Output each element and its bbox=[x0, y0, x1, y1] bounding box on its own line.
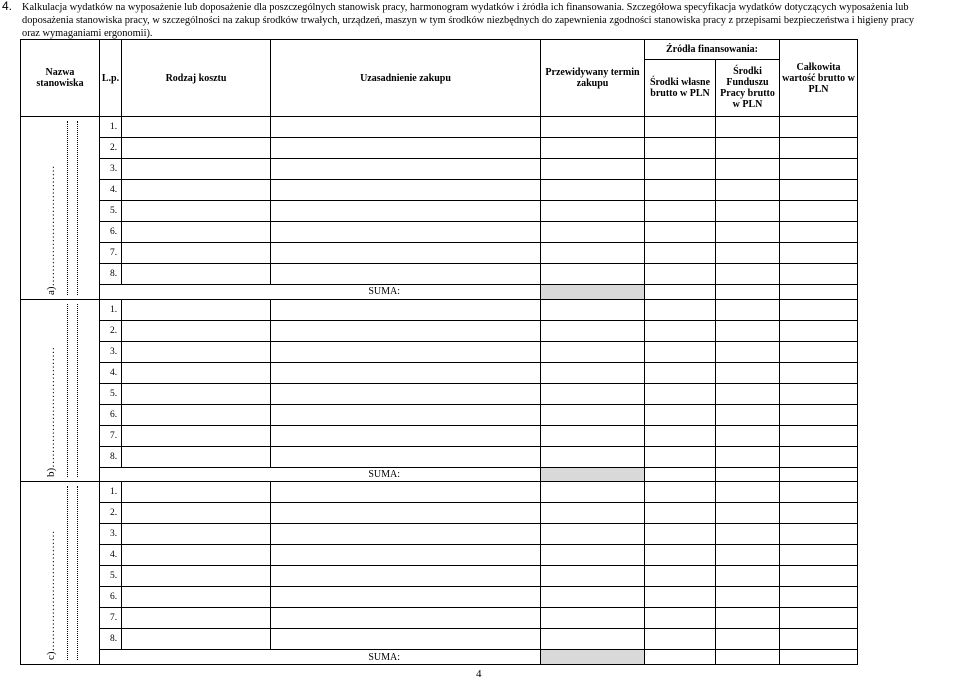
purchase-date-cell[interactable] bbox=[541, 482, 645, 503]
table-row bbox=[21, 320, 858, 341]
sum-labor-fund-cell[interactable] bbox=[716, 467, 780, 481]
own-funds-cell[interactable] bbox=[645, 138, 716, 159]
total-cell[interactable] bbox=[780, 404, 858, 425]
cost-type-cell[interactable] bbox=[122, 524, 271, 545]
page-number: 4 bbox=[476, 668, 482, 680]
row-number: 8. bbox=[100, 264, 122, 285]
row-number: 5. bbox=[100, 201, 122, 222]
total-cell[interactable] bbox=[780, 446, 858, 467]
sum-row bbox=[21, 285, 858, 299]
total-cell[interactable] bbox=[780, 503, 858, 524]
station-name-cell[interactable] bbox=[21, 299, 100, 482]
sum-label: SUMA: bbox=[100, 650, 541, 664]
total-cell[interactable] bbox=[780, 222, 858, 243]
expense-table bbox=[20, 39, 858, 665]
table-row bbox=[21, 425, 858, 446]
purchase-date-cell[interactable] bbox=[541, 524, 645, 545]
purchase-date-cell[interactable] bbox=[541, 201, 645, 222]
justification-cell[interactable] bbox=[271, 524, 541, 545]
total-cell[interactable] bbox=[780, 180, 858, 201]
total-cell[interactable] bbox=[780, 117, 858, 138]
justification-cell[interactable] bbox=[271, 362, 541, 383]
row-number: 6. bbox=[100, 404, 122, 425]
purchase-date-cell[interactable] bbox=[541, 425, 645, 446]
sum-label: SUMA: bbox=[100, 467, 541, 481]
labor-fund-cell[interactable] bbox=[716, 341, 780, 362]
labor-fund-cell[interactable] bbox=[716, 524, 780, 545]
labor-fund-cell[interactable] bbox=[716, 608, 780, 629]
table-row bbox=[21, 545, 858, 566]
table-row bbox=[21, 159, 858, 180]
row-number: 4. bbox=[100, 362, 122, 383]
own-funds-cell[interactable] bbox=[645, 243, 716, 264]
justification-cell[interactable] bbox=[271, 264, 541, 285]
cost-type-cell[interactable] bbox=[122, 566, 271, 587]
cost-type-cell[interactable] bbox=[122, 180, 271, 201]
table-row bbox=[21, 117, 858, 138]
justification-cell[interactable] bbox=[271, 320, 541, 341]
header-funding-sources: Źródła finansowania: bbox=[645, 40, 780, 60]
labor-fund-cell[interactable] bbox=[716, 404, 780, 425]
header-justification: Uzasadnienie zakupu bbox=[271, 40, 541, 117]
header-cost-type: Rodzaj kosztu bbox=[122, 40, 271, 117]
row-number: 5. bbox=[100, 566, 122, 587]
own-funds-cell[interactable] bbox=[645, 222, 716, 243]
justification-cell[interactable] bbox=[271, 545, 541, 566]
labor-fund-cell[interactable] bbox=[716, 138, 780, 159]
cost-type-cell[interactable] bbox=[122, 587, 271, 608]
total-cell[interactable] bbox=[780, 264, 858, 285]
justification-cell[interactable] bbox=[271, 446, 541, 467]
labor-fund-cell[interactable] bbox=[716, 320, 780, 341]
dotted-line bbox=[77, 486, 78, 660]
purchase-date-cell[interactable] bbox=[541, 159, 645, 180]
own-funds-cell[interactable] bbox=[645, 299, 716, 320]
labor-fund-cell[interactable] bbox=[716, 587, 780, 608]
cost-type-cell[interactable] bbox=[122, 299, 271, 320]
intro-line: Kalkulacja wydatków na wyposażenie lub doposażenie dla poszczególnych stanowisk pracy, harmonogram wydatków i źródła ich finansowania. Szczegółowa specyfikacja wydatków dotyczących wyposażenia lub bbox=[22, 2, 909, 13]
own-funds-cell[interactable] bbox=[645, 503, 716, 524]
purchase-date-cell[interactable] bbox=[541, 629, 645, 650]
sum-row bbox=[21, 467, 858, 481]
row-number: 5. bbox=[100, 383, 122, 404]
purchase-date-cell[interactable] bbox=[541, 404, 645, 425]
row-number: 7. bbox=[100, 425, 122, 446]
table-row bbox=[21, 362, 858, 383]
table-row bbox=[21, 201, 858, 222]
justification-cell[interactable] bbox=[271, 201, 541, 222]
total-cell[interactable] bbox=[780, 629, 858, 650]
table-row bbox=[21, 299, 858, 320]
header-total: Całkowita wartość brutto w PLN bbox=[780, 40, 858, 117]
total-cell[interactable] bbox=[780, 243, 858, 264]
own-funds-cell[interactable] bbox=[645, 320, 716, 341]
justification-cell[interactable] bbox=[271, 566, 541, 587]
row-number: 3. bbox=[100, 524, 122, 545]
dotted-line bbox=[77, 121, 78, 295]
labor-fund-cell[interactable] bbox=[716, 243, 780, 264]
own-funds-cell[interactable] bbox=[645, 425, 716, 446]
sum-labor-fund-cell[interactable] bbox=[716, 285, 780, 299]
table-row bbox=[21, 608, 858, 629]
cost-type-cell[interactable] bbox=[122, 629, 271, 650]
row-number: 3. bbox=[100, 341, 122, 362]
sum-own-funds-cell[interactable] bbox=[645, 467, 716, 481]
purchase-date-cell[interactable] bbox=[541, 545, 645, 566]
row-number: 1. bbox=[100, 482, 122, 503]
purchase-date-cell[interactable] bbox=[541, 341, 645, 362]
total-cell[interactable] bbox=[780, 362, 858, 383]
sum-total-cell[interactable] bbox=[780, 650, 858, 664]
row-number: 8. bbox=[100, 629, 122, 650]
own-funds-cell[interactable] bbox=[645, 608, 716, 629]
labor-fund-cell[interactable] bbox=[716, 446, 780, 467]
row-number: 7. bbox=[100, 243, 122, 264]
sum-own-funds-cell[interactable] bbox=[645, 285, 716, 299]
cost-type-cell[interactable] bbox=[122, 425, 271, 446]
cost-type-cell[interactable] bbox=[122, 222, 271, 243]
justification-cell[interactable] bbox=[271, 138, 541, 159]
purchase-date-cell[interactable] bbox=[541, 446, 645, 467]
sum-label: SUMA: bbox=[100, 285, 541, 299]
purchase-date-cell[interactable] bbox=[541, 320, 645, 341]
dotted-line bbox=[67, 304, 68, 478]
justification-cell[interactable] bbox=[271, 629, 541, 650]
total-cell[interactable] bbox=[780, 482, 858, 503]
purchase-date-cell[interactable] bbox=[541, 608, 645, 629]
total-cell[interactable] bbox=[780, 341, 858, 362]
cost-type-cell[interactable] bbox=[122, 138, 271, 159]
table-row bbox=[21, 341, 858, 362]
labor-fund-cell[interactable] bbox=[716, 482, 780, 503]
justification-cell[interactable] bbox=[271, 425, 541, 446]
row-number: 8. bbox=[100, 446, 122, 467]
own-funds-cell[interactable] bbox=[645, 180, 716, 201]
intro-line: doposażenia stanowiska pracy, w szczególności na zakup środków trwałych, urządzeń, maszyn w tym środków niezbędnych do zapewnienia zgodności stanowiska pracy z przepisami bezpieczeństwa i higieny pracy bbox=[22, 15, 915, 26]
row-number: 7. bbox=[100, 608, 122, 629]
total-cell[interactable] bbox=[780, 299, 858, 320]
dotted-line bbox=[67, 121, 68, 295]
labor-fund-cell[interactable] bbox=[716, 264, 780, 285]
table-row bbox=[21, 629, 858, 650]
table-row bbox=[21, 243, 858, 264]
row-number: 1. bbox=[100, 117, 122, 138]
sum-purchase-date-cell bbox=[541, 650, 645, 664]
sum-total-cell[interactable] bbox=[780, 285, 858, 299]
cost-type-cell[interactable] bbox=[122, 243, 271, 264]
total-cell[interactable] bbox=[780, 138, 858, 159]
table-row bbox=[21, 566, 858, 587]
purchase-date-cell[interactable] bbox=[541, 362, 645, 383]
labor-fund-cell[interactable] bbox=[716, 222, 780, 243]
purchase-date-cell[interactable] bbox=[541, 138, 645, 159]
row-number: 4. bbox=[100, 545, 122, 566]
justification-cell[interactable] bbox=[271, 222, 541, 243]
row-number: 2. bbox=[100, 503, 122, 524]
cost-type-cell[interactable] bbox=[122, 482, 271, 503]
row-number: 6. bbox=[100, 587, 122, 608]
total-cell[interactable] bbox=[780, 566, 858, 587]
purchase-date-cell[interactable] bbox=[541, 566, 645, 587]
table-row bbox=[21, 482, 858, 503]
station-name-cell[interactable] bbox=[21, 117, 100, 300]
justification-cell[interactable] bbox=[271, 608, 541, 629]
cost-type-cell[interactable] bbox=[122, 404, 271, 425]
row-number: 4. bbox=[100, 180, 122, 201]
own-funds-cell[interactable] bbox=[645, 524, 716, 545]
table-row bbox=[21, 264, 858, 285]
purchase-date-cell[interactable] bbox=[541, 117, 645, 138]
purchase-date-cell[interactable] bbox=[541, 383, 645, 404]
table-row bbox=[21, 524, 858, 545]
labor-fund-cell[interactable] bbox=[716, 180, 780, 201]
justification-cell[interactable] bbox=[271, 159, 541, 180]
cost-type-cell[interactable] bbox=[122, 503, 271, 524]
justification-cell[interactable] bbox=[271, 341, 541, 362]
purchase-date-cell[interactable] bbox=[541, 264, 645, 285]
station-label: c)…………………………… bbox=[45, 530, 57, 660]
purchase-date-cell[interactable] bbox=[541, 180, 645, 201]
purchase-date-cell[interactable] bbox=[541, 243, 645, 264]
labor-fund-cell[interactable] bbox=[716, 545, 780, 566]
table-row bbox=[21, 180, 858, 201]
justification-cell[interactable] bbox=[271, 117, 541, 138]
cost-type-cell[interactable] bbox=[122, 201, 271, 222]
header-station: Nazwa stanowiska bbox=[21, 40, 100, 117]
total-cell[interactable] bbox=[780, 320, 858, 341]
sum-purchase-date-cell bbox=[541, 467, 645, 481]
labor-fund-cell[interactable] bbox=[716, 566, 780, 587]
labor-fund-cell[interactable] bbox=[716, 629, 780, 650]
justification-cell[interactable] bbox=[271, 404, 541, 425]
section-number: 4. bbox=[2, 0, 13, 13]
table-row bbox=[21, 383, 858, 404]
total-cell[interactable] bbox=[780, 608, 858, 629]
labor-fund-cell[interactable] bbox=[716, 117, 780, 138]
row-number: 2. bbox=[100, 320, 122, 341]
dotted-line bbox=[67, 486, 68, 660]
station-label: b)…………………………… bbox=[45, 347, 57, 478]
station-name-cell[interactable] bbox=[21, 482, 100, 665]
total-cell[interactable] bbox=[780, 587, 858, 608]
justification-cell[interactable] bbox=[271, 180, 541, 201]
labor-fund-cell[interactable] bbox=[716, 425, 780, 446]
cost-type-cell[interactable] bbox=[122, 383, 271, 404]
table-row bbox=[21, 503, 858, 524]
labor-fund-cell[interactable] bbox=[716, 159, 780, 180]
own-funds-cell[interactable] bbox=[645, 404, 716, 425]
cost-type-cell[interactable] bbox=[122, 446, 271, 467]
total-cell[interactable] bbox=[780, 159, 858, 180]
cost-type-cell[interactable] bbox=[122, 341, 271, 362]
table-row bbox=[21, 446, 858, 467]
justification-cell[interactable] bbox=[271, 503, 541, 524]
row-number: 6. bbox=[100, 222, 122, 243]
sum-total-cell[interactable] bbox=[780, 467, 858, 481]
sum-own-funds-cell[interactable] bbox=[645, 650, 716, 664]
station-label: a)…………………………… bbox=[45, 165, 57, 295]
purchase-date-cell[interactable] bbox=[541, 503, 645, 524]
total-cell[interactable] bbox=[780, 201, 858, 222]
table-row bbox=[21, 587, 858, 608]
sum-purchase-date-cell bbox=[541, 285, 645, 299]
intro-line: oraz wymaganiami ergonomii). bbox=[22, 28, 153, 39]
section-intro bbox=[2, 1, 958, 40]
table-row bbox=[21, 138, 858, 159]
cost-type-cell[interactable] bbox=[122, 320, 271, 341]
justification-cell[interactable] bbox=[271, 482, 541, 503]
cost-type-cell[interactable] bbox=[122, 159, 271, 180]
total-cell[interactable] bbox=[780, 545, 858, 566]
header-own-funds: Środki własne brutto w PLN bbox=[645, 60, 716, 117]
header-purchase-date: Przewidywany termin zakupu bbox=[541, 40, 645, 117]
total-cell[interactable] bbox=[780, 524, 858, 545]
labor-fund-cell[interactable] bbox=[716, 362, 780, 383]
labor-fund-cell[interactable] bbox=[716, 383, 780, 404]
table-row bbox=[21, 222, 858, 243]
total-cell[interactable] bbox=[780, 425, 858, 446]
total-cell[interactable] bbox=[780, 383, 858, 404]
table-row bbox=[21, 404, 858, 425]
justification-cell[interactable] bbox=[271, 587, 541, 608]
row-number: 1. bbox=[100, 299, 122, 320]
cost-type-cell[interactable] bbox=[122, 608, 271, 629]
own-funds-cell[interactable] bbox=[645, 264, 716, 285]
cost-type-cell[interactable] bbox=[122, 117, 271, 138]
own-funds-cell[interactable] bbox=[645, 362, 716, 383]
labor-fund-cell[interactable] bbox=[716, 503, 780, 524]
row-number: 2. bbox=[100, 138, 122, 159]
own-funds-cell[interactable] bbox=[645, 117, 716, 138]
header-lp: L.p. bbox=[100, 40, 122, 117]
cost-type-cell[interactable] bbox=[122, 264, 271, 285]
purchase-date-cell[interactable] bbox=[541, 299, 645, 320]
own-funds-cell[interactable] bbox=[645, 159, 716, 180]
cost-type-cell[interactable] bbox=[122, 545, 271, 566]
justification-cell[interactable] bbox=[271, 383, 541, 404]
own-funds-cell[interactable] bbox=[645, 587, 716, 608]
own-funds-cell[interactable] bbox=[645, 545, 716, 566]
header-labor-fund: Środki Funduszu Pracy brutto w PLN bbox=[716, 60, 780, 117]
row-number: 3. bbox=[100, 159, 122, 180]
purchase-date-cell[interactable] bbox=[541, 222, 645, 243]
labor-fund-cell[interactable] bbox=[716, 201, 780, 222]
sum-row bbox=[21, 650, 858, 664]
own-funds-cell[interactable] bbox=[645, 629, 716, 650]
justification-cell[interactable] bbox=[271, 243, 541, 264]
labor-fund-cell[interactable] bbox=[716, 299, 780, 320]
own-funds-cell[interactable] bbox=[645, 383, 716, 404]
own-funds-cell[interactable] bbox=[645, 341, 716, 362]
sum-labor-fund-cell[interactable] bbox=[716, 650, 780, 664]
dotted-line bbox=[77, 304, 78, 478]
justification-cell[interactable] bbox=[271, 299, 541, 320]
own-funds-cell[interactable] bbox=[645, 566, 716, 587]
cost-type-cell[interactable] bbox=[122, 362, 271, 383]
purchase-date-cell[interactable] bbox=[541, 587, 645, 608]
own-funds-cell[interactable] bbox=[645, 446, 716, 467]
own-funds-cell[interactable] bbox=[645, 201, 716, 222]
own-funds-cell[interactable] bbox=[645, 482, 716, 503]
